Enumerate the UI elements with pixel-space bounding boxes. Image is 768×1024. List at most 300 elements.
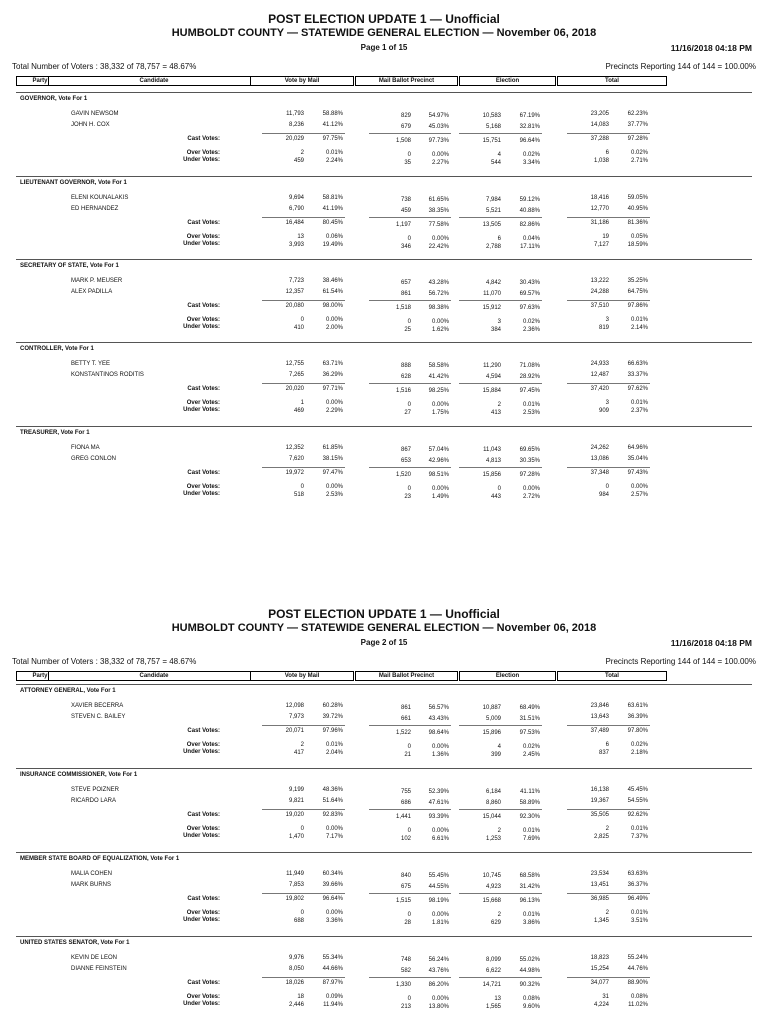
- vote-count: 9,694: [288, 195, 304, 201]
- cast-count: 15,856: [482, 472, 501, 478]
- cast-votes-label: Cast Votes:: [187, 386, 220, 392]
- vote-percent: 63.63%: [627, 871, 648, 877]
- vote-percent: 68.58%: [519, 873, 540, 879]
- under-percent: 2.37%: [630, 408, 648, 414]
- over-percent: 0.01%: [630, 910, 648, 916]
- under-percent: 13.80%: [428, 1004, 449, 1010]
- under-count: 213: [400, 1004, 411, 1010]
- over-percent: 0.00%: [431, 996, 449, 1002]
- under-percent: 7.69%: [522, 836, 540, 842]
- cast-votes-label: Cast Votes:: [187, 136, 220, 142]
- vote-percent: 56.57%: [428, 705, 449, 711]
- under-count: 1,038: [593, 158, 609, 164]
- cast-votes-label: Cast Votes:: [187, 812, 220, 818]
- under-percent: 2.18%: [630, 750, 648, 756]
- under-count: 459: [293, 158, 304, 164]
- vote-count: 675: [400, 884, 411, 890]
- column-divider: [262, 467, 345, 468]
- contest-separator: [16, 768, 752, 769]
- vote-count: 12,755: [285, 361, 304, 367]
- under-percent: 22.42%: [428, 244, 449, 250]
- vote-count: 6,622: [485, 968, 501, 974]
- over-count: 0: [407, 912, 411, 918]
- over-count: 2: [497, 402, 501, 408]
- candidate-name: BETTY T. YEE: [71, 361, 111, 367]
- vote-percent: 44.55%: [428, 884, 449, 890]
- under-count: 2,825: [593, 834, 609, 840]
- contest-separator: [16, 684, 752, 685]
- under-count: 346: [400, 244, 411, 250]
- vote-percent: 57.04%: [428, 447, 449, 453]
- cast-count: 15,896: [482, 730, 501, 736]
- vote-count: 8,236: [288, 122, 304, 128]
- contest-title: INSURANCE COMMISSIONER, Vote For 1: [20, 772, 138, 778]
- vote-count: 19,367: [590, 798, 609, 804]
- under-votes-label: Under Votes:: [183, 241, 220, 247]
- over-count: 0: [605, 484, 609, 490]
- over-percent: 0.00%: [431, 912, 449, 918]
- cast-percent: 90.32%: [519, 982, 540, 988]
- cast-percent: 97.63%: [519, 305, 540, 311]
- over-votes-label: Over Votes:: [186, 400, 220, 406]
- over-percent: 0.01%: [325, 742, 343, 748]
- vote-percent: 38.46%: [322, 278, 343, 284]
- under-percent: 1.62%: [431, 327, 449, 333]
- vote-count: 11,290: [483, 363, 501, 369]
- under-percent: 3.34%: [522, 160, 540, 166]
- column-divider: [567, 809, 650, 810]
- cast-count: 15,751: [482, 138, 501, 144]
- cast-percent: 97.47%: [322, 470, 343, 476]
- under-percent: 2.04%: [325, 750, 343, 756]
- column-divider: [369, 133, 451, 134]
- column-divider: [262, 977, 345, 978]
- cast-percent: 97.80%: [627, 728, 648, 734]
- column-divider: [567, 893, 650, 894]
- contest-title: ATTORNEY GENERAL, Vote For 1: [20, 688, 116, 694]
- column-divider: [567, 300, 650, 301]
- over-percent: 0.00%: [431, 744, 449, 750]
- cast-percent: 97.28%: [519, 472, 540, 478]
- under-count: 2,446: [288, 1002, 304, 1008]
- over-votes-label: Over Votes:: [186, 234, 220, 240]
- contest-separator: [16, 426, 752, 427]
- under-percent: 1.75%: [431, 410, 449, 416]
- cast-percent: 92.30%: [519, 814, 540, 820]
- vote-count: 582: [400, 968, 411, 974]
- over-count: 31: [602, 994, 609, 1000]
- under-count: 1,470: [288, 834, 304, 840]
- vote-count: 15,254: [590, 966, 609, 972]
- under-percent: 11.02%: [628, 1002, 648, 1008]
- vote-count: 11,793: [286, 111, 304, 117]
- vote-count: 11,949: [286, 871, 304, 877]
- column-divider: [262, 217, 345, 218]
- over-count: 3: [497, 319, 501, 325]
- vote-percent: 68.49%: [519, 705, 540, 711]
- vote-percent: 54.97%: [428, 113, 449, 119]
- under-count: 1,565: [485, 1004, 501, 1010]
- vote-count: 13,451: [590, 882, 609, 888]
- cast-percent: 92.62%: [627, 812, 648, 818]
- under-count: 21: [404, 752, 411, 758]
- column-divider: [459, 300, 542, 301]
- vote-count: 7,984: [485, 197, 501, 203]
- over-percent: 0.01%: [630, 400, 648, 406]
- under-percent: 9.60%: [522, 1004, 540, 1010]
- vote-percent: 37.77%: [627, 122, 648, 128]
- cast-votes-label: Cast Votes:: [187, 220, 220, 226]
- under-percent: 7.17%: [325, 834, 343, 840]
- over-votes-label: Over Votes:: [186, 826, 220, 832]
- vote-count: 738: [400, 197, 411, 203]
- candidate-name: MARK P. MEUSER: [71, 278, 123, 284]
- vote-percent: 63.71%: [322, 361, 343, 367]
- cast-count: 35,505: [590, 812, 609, 818]
- cast-percent: 97.75%: [322, 136, 343, 142]
- contest-separator: [16, 259, 752, 260]
- vote-percent: 63.61%: [627, 703, 648, 709]
- under-count: 35: [404, 160, 411, 166]
- under-count: 2,788: [485, 244, 501, 250]
- column-divider: [369, 467, 451, 468]
- vote-count: 6,790: [288, 206, 304, 212]
- vote-percent: 35.25%: [627, 278, 648, 284]
- vote-percent: 43.28%: [428, 280, 449, 286]
- over-percent: 0.00%: [522, 486, 540, 492]
- under-count: 102: [400, 836, 411, 842]
- under-count: 909: [598, 408, 609, 414]
- vote-percent: 30.43%: [519, 280, 540, 286]
- under-percent: 1.36%: [431, 752, 449, 758]
- vote-percent: 67.19%: [519, 113, 540, 119]
- over-votes-label: Over Votes:: [186, 742, 220, 748]
- cast-percent: 96.13%: [519, 898, 540, 904]
- candidate-name: KONSTANTINOS RODITIS: [71, 372, 144, 378]
- vote-percent: 62.23%: [627, 111, 648, 117]
- column-divider: [459, 725, 542, 726]
- vote-count: 829: [400, 113, 411, 119]
- over-votes-label: Over Votes:: [186, 317, 220, 323]
- vote-count: 12,352: [285, 445, 304, 451]
- vote-count: 7,265: [288, 372, 304, 378]
- column-divider: [567, 467, 650, 468]
- column-header-vote-by-mail: Vote by Mail: [250, 671, 354, 681]
- candidate-name: STEVEN C. BAILEY: [71, 714, 126, 720]
- cast-count: 1,197: [395, 222, 411, 228]
- cast-count: 18,026: [285, 980, 304, 986]
- column-divider: [369, 809, 451, 810]
- vote-count: 867: [400, 447, 411, 453]
- cast-percent: 98.19%: [428, 898, 449, 904]
- vote-percent: 35.04%: [627, 456, 648, 462]
- report-timestamp: 11/16/2018 04:18 PM: [670, 43, 752, 53]
- cast-percent: 97.86%: [627, 303, 648, 309]
- under-votes-label: Under Votes:: [183, 324, 220, 330]
- under-percent: 3.36%: [325, 918, 343, 924]
- cast-count: 31,186: [590, 220, 609, 226]
- under-percent: 2.14%: [630, 325, 648, 331]
- under-percent: 2.29%: [325, 408, 343, 414]
- vote-count: 653: [400, 458, 411, 464]
- candidate-name: GAVIN NEWSOM: [71, 111, 119, 117]
- over-count: 18: [297, 994, 304, 1000]
- cast-percent: 77.58%: [428, 222, 449, 228]
- vote-percent: 28.92%: [519, 374, 540, 380]
- under-percent: 2.53%: [325, 492, 343, 498]
- vote-count: 861: [400, 291, 411, 297]
- vote-count: 7,620: [288, 456, 304, 462]
- cast-percent: 80.45%: [322, 220, 343, 226]
- over-count: 3: [605, 400, 609, 406]
- cast-count: 15,884: [482, 388, 501, 394]
- under-percent: 6.61%: [431, 836, 449, 842]
- over-count: 13: [297, 234, 304, 240]
- cast-percent: 82.86%: [519, 222, 540, 228]
- cast-count: 34,077: [590, 980, 609, 986]
- vote-percent: 71.08%: [519, 363, 540, 369]
- cast-count: 20,071: [285, 728, 304, 734]
- cast-percent: 97.73%: [428, 138, 449, 144]
- over-count: 0: [407, 319, 411, 325]
- vote-percent: 38.35%: [428, 208, 449, 214]
- vote-percent: 58.88%: [322, 111, 343, 117]
- vote-percent: 33.37%: [627, 372, 648, 378]
- cast-count: 37,489: [590, 728, 609, 734]
- vote-count: 661: [400, 716, 411, 722]
- contest-separator: [16, 342, 752, 343]
- cast-percent: 98.64%: [428, 730, 449, 736]
- vote-count: 888: [400, 363, 411, 369]
- under-percent: 1.49%: [431, 494, 449, 500]
- column-divider: [459, 809, 542, 810]
- under-count: 518: [293, 492, 304, 498]
- vote-count: 11,070: [483, 291, 501, 297]
- under-count: 837: [598, 750, 609, 756]
- vote-percent: 58.81%: [322, 195, 343, 201]
- total-voters: Total Number of Voters : 38,332 of 78,757 = 48.67%: [12, 657, 197, 666]
- candidate-name: ED HERNANDEZ: [71, 206, 119, 212]
- vote-count: 12,098: [285, 703, 304, 709]
- candidate-name: MALIA COHEN: [71, 871, 113, 877]
- vote-count: 9,821: [288, 798, 304, 804]
- under-percent: 2.00%: [325, 325, 343, 331]
- vote-count: 10,745: [482, 873, 501, 879]
- vote-count: 24,288: [590, 289, 609, 295]
- column-header-candidate: Candidate: [48, 671, 260, 681]
- candidate-name: RICARDO LARA: [71, 798, 117, 804]
- over-count: 2: [300, 150, 304, 156]
- over-count: 2: [497, 828, 501, 834]
- over-percent: 0.01%: [522, 912, 540, 918]
- candidate-name: STEVE POIZNER: [71, 787, 120, 793]
- vote-count: 14,083: [590, 122, 609, 128]
- over-votes-label: Over Votes:: [186, 484, 220, 490]
- vote-percent: 55.24%: [627, 955, 648, 961]
- column-divider: [459, 467, 542, 468]
- cast-count: 13,505: [482, 222, 501, 228]
- cast-count: 37,420: [590, 386, 609, 392]
- vote-percent: 44.76%: [627, 966, 648, 972]
- vote-percent: 61.54%: [322, 289, 343, 295]
- vote-percent: 58.89%: [519, 800, 540, 806]
- vote-percent: 43.76%: [428, 968, 449, 974]
- under-count: 4,224: [593, 1002, 609, 1008]
- over-percent: 0.02%: [630, 150, 648, 156]
- column-divider: [262, 725, 345, 726]
- column-header-candidate: Candidate: [48, 76, 260, 86]
- vote-count: 755: [400, 789, 411, 795]
- vote-count: 23,205: [590, 111, 609, 117]
- over-count: 0: [407, 486, 411, 492]
- vote-count: 10,887: [482, 705, 501, 711]
- over-percent: 0.05%: [630, 234, 648, 240]
- cast-votes-label: Cast Votes:: [187, 980, 220, 986]
- column-divider: [459, 133, 542, 134]
- candidate-name: GREG CONLON: [71, 456, 117, 462]
- over-percent: 0.01%: [325, 150, 343, 156]
- cast-percent: 97.71%: [322, 386, 343, 392]
- over-percent: 0.00%: [630, 484, 648, 490]
- over-count: 4: [497, 152, 501, 158]
- cast-votes-label: Cast Votes:: [187, 470, 220, 476]
- over-count: 0: [407, 402, 411, 408]
- vote-count: 7,853: [288, 882, 304, 888]
- under-count: 819: [598, 325, 609, 331]
- contest-title: UNITED STATES SENATOR, Vote For 1: [20, 940, 130, 946]
- cast-percent: 98.51%: [428, 472, 449, 478]
- under-percent: 17.11%: [520, 244, 540, 250]
- cast-count: 19,020: [285, 812, 304, 818]
- candidate-name: XAVIER BECERRA: [71, 703, 124, 709]
- under-percent: 2.24%: [325, 158, 343, 164]
- under-count: 25: [404, 327, 411, 333]
- vote-percent: 55.02%: [519, 957, 540, 963]
- column-header-total: Total: [557, 671, 667, 681]
- over-count: 0: [407, 744, 411, 750]
- cast-percent: 87.97%: [322, 980, 343, 986]
- vote-count: 13,643: [590, 714, 609, 720]
- column-header-total: Total: [557, 76, 667, 86]
- vote-percent: 31.51%: [519, 716, 540, 722]
- under-count: 1,345: [593, 918, 609, 924]
- cast-percent: 97.96%: [322, 728, 343, 734]
- under-percent: 2.27%: [431, 160, 449, 166]
- under-count: 384: [490, 327, 501, 333]
- under-count: 3,993: [288, 242, 304, 248]
- over-percent: 0.02%: [522, 319, 540, 325]
- candidate-name: ELENI KOUNALAKIS: [71, 195, 129, 201]
- vote-count: 840: [400, 873, 411, 879]
- over-votes-label: Over Votes:: [186, 994, 220, 1000]
- under-percent: 2.57%: [630, 492, 648, 498]
- vote-percent: 52.39%: [428, 789, 449, 795]
- under-votes-label: Under Votes:: [183, 833, 220, 839]
- vote-count: 628: [400, 374, 411, 380]
- vote-percent: 61.85%: [322, 445, 343, 451]
- vote-count: 4,813: [485, 458, 501, 464]
- column-divider: [262, 809, 345, 810]
- cast-count: 1,441: [395, 814, 411, 820]
- vote-count: 8,050: [288, 966, 304, 972]
- column-header-party: Party: [16, 76, 64, 86]
- cast-count: 1,516: [395, 388, 411, 394]
- column-divider: [369, 383, 451, 384]
- under-count: 417: [293, 750, 304, 756]
- vote-count: 8,099: [485, 957, 501, 963]
- vote-count: 4,594: [485, 374, 501, 380]
- cast-count: 1,330: [395, 982, 411, 988]
- column-divider: [567, 977, 650, 978]
- vote-count: 4,842: [485, 280, 501, 286]
- vote-percent: 36.29%: [322, 372, 343, 378]
- over-percent: 0.00%: [431, 828, 449, 834]
- vote-count: 459: [400, 208, 411, 214]
- cast-votes-label: Cast Votes:: [187, 896, 220, 902]
- over-percent: 0.00%: [431, 319, 449, 325]
- vote-count: 24,933: [590, 361, 609, 367]
- vote-percent: 47.61%: [428, 800, 449, 806]
- vote-percent: 56.24%: [428, 957, 449, 963]
- vote-percent: 42.96%: [428, 458, 449, 464]
- under-percent: 2.45%: [522, 752, 540, 758]
- under-count: 629: [490, 920, 501, 926]
- column-header-vote-by-mail: Vote by Mail: [250, 76, 354, 86]
- column-header-party: Party: [16, 671, 64, 681]
- vote-count: 13,086: [590, 456, 609, 462]
- under-count: 544: [490, 160, 501, 166]
- vote-percent: 40.95%: [627, 206, 648, 212]
- vote-percent: 38.15%: [322, 456, 343, 462]
- report-subtitle: HUMBOLDT COUNTY — STATEWIDE GENERAL ELECTION — November 06, 2018: [171, 622, 597, 634]
- vote-percent: 61.65%: [428, 197, 449, 203]
- column-divider: [262, 133, 345, 134]
- cast-percent: 97.45%: [519, 388, 540, 394]
- page-number: Page 1 of 15: [360, 43, 408, 52]
- vote-count: 12,357: [285, 289, 304, 295]
- report-subtitle: HUMBOLDT COUNTY — STATEWIDE GENERAL ELECTION — November 06, 2018: [171, 27, 597, 39]
- over-percent: 0.09%: [325, 994, 343, 1000]
- candidate-name: DIANNE FEINSTEIN: [71, 966, 127, 972]
- over-percent: 0.06%: [325, 234, 343, 240]
- under-count: 27: [404, 410, 411, 416]
- over-percent: 0.00%: [431, 402, 449, 408]
- over-percent: 0.00%: [325, 910, 343, 916]
- under-count: 23: [404, 494, 411, 500]
- vote-percent: 44.66%: [322, 966, 343, 972]
- vote-count: 5,521: [485, 208, 501, 214]
- cast-count: 15,044: [482, 814, 501, 820]
- vote-percent: 31.42%: [519, 884, 540, 890]
- column-divider: [459, 977, 542, 978]
- column-divider: [567, 217, 650, 218]
- cast-percent: 98.25%: [428, 388, 449, 394]
- over-percent: 0.00%: [325, 484, 343, 490]
- column-header-election: Election: [459, 76, 556, 86]
- page-number: Page 2 of 15: [360, 638, 408, 647]
- vote-count: 10,583: [482, 113, 501, 119]
- column-divider: [369, 300, 451, 301]
- cast-percent: 81.36%: [627, 220, 648, 226]
- under-count: 7,127: [593, 242, 609, 248]
- vote-count: 861: [400, 705, 411, 711]
- vote-percent: 36.39%: [627, 714, 648, 720]
- cast-percent: 88.90%: [627, 980, 648, 986]
- vote-percent: 39.66%: [322, 882, 343, 888]
- vote-count: 12,487: [590, 372, 609, 378]
- over-percent: 0.00%: [431, 152, 449, 158]
- over-percent: 0.02%: [630, 742, 648, 748]
